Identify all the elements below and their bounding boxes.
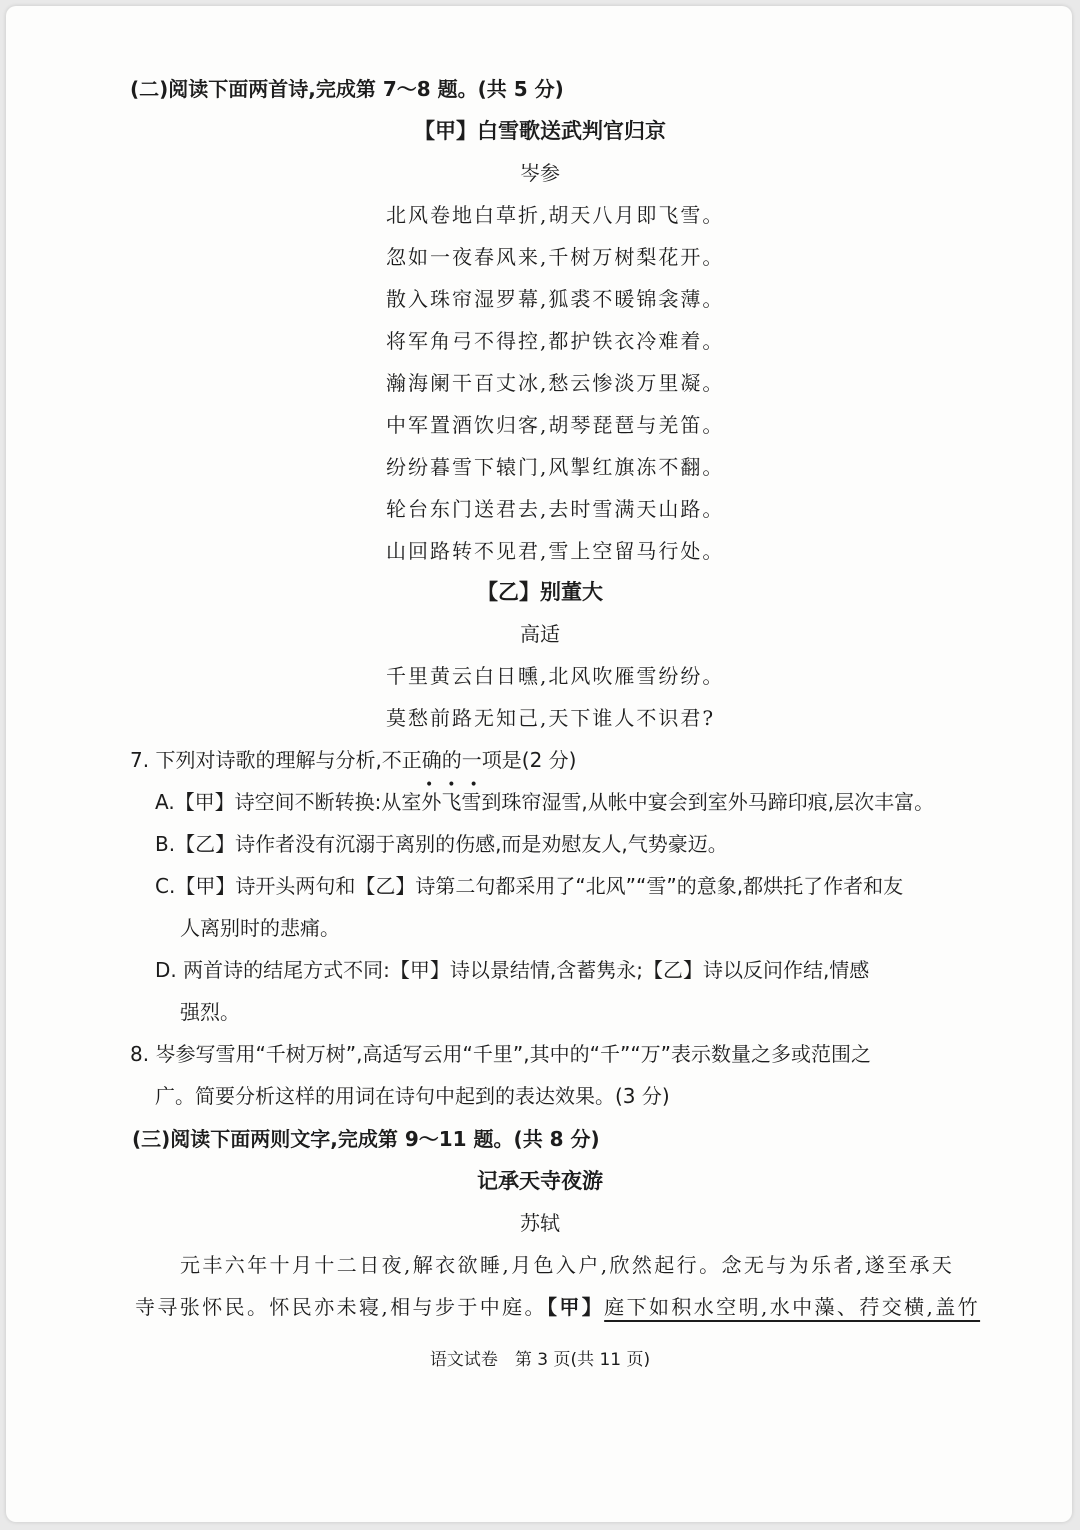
- question-8-text: 8. 岑参写雪用“千树万树”,高适写云用“千里”,其中的“千”“万”表示数量之多或范围之: [130, 1042, 872, 1066]
- poem-a-line: 北风卷地白草折,胡天八月即飞雪。: [386, 203, 725, 227]
- emphasis-dots: •••: [425, 777, 492, 793]
- page-footer: 语文试卷 第 3 页(共 11 页): [429, 1350, 651, 1370]
- poem-a-line: 纷纷暮雪下辕门,风掣红旗冻不翻。: [386, 455, 725, 479]
- question-7-option-d-cont: 强烈。: [180, 1000, 240, 1024]
- question-7-option-b: B.【乙】诗作者没有沉溺于离别的伤感,而是劝慰友人,气势豪迈。: [155, 832, 728, 856]
- poem-b-line: 千里黄云白日曛,北风吹雁雪纷纷。: [386, 664, 725, 688]
- question-7-option-a: A.【甲】诗空间不断转换:从室外飞雪到珠帘湿雪,从帐中宴会到室外马蹄印痕,层次丰富。: [155, 790, 935, 814]
- question-7-stem: 7. 下列对诗歌的理解与分析,不正确的一项是(2 分): [130, 748, 577, 772]
- poem-b-title: 【乙】别董大: [477, 580, 603, 604]
- prose-paragraph-line: [135, 1292, 980, 1322]
- question-7-option-c-cont: 人离别时的悲痛。: [180, 916, 340, 940]
- question-8-text-cont: 广。简要分析这样的用词在诗句中起到的表达效果。(3 分): [155, 1084, 670, 1108]
- question-7-option-c: C.【甲】诗开头两句和【乙】诗第二句都采用了“北风”“雪”的意象,都烘托了作者和友: [155, 874, 904, 898]
- poem-a-line: 散入珠帘湿罗幕,狐裘不暖锦衾薄。: [386, 287, 725, 311]
- poem-a-author: 岑参: [520, 161, 560, 185]
- passage-marker-jia: 【甲】: [546, 1295, 605, 1319]
- poem-a-line: 瀚海阑干百丈冰,愁云惨淡万里凝。: [386, 371, 725, 395]
- prose-text: 寺寻张怀民。怀民亦未寝,相与步于中庭。: [135, 1295, 547, 1319]
- section2-heading: (二)阅读下面两首诗,完成第 7～8 题。(共 5 分): [130, 77, 564, 101]
- poem-a-line: 忽如一夜春风来,千树万树梨花开。: [386, 245, 725, 269]
- prose-title: 记承天寺夜游: [477, 1169, 603, 1193]
- question-7-option-d: D. 两首诗的结尾方式不同:【甲】诗以景结情,含蓄隽永;【乙】诗以反问作结,情感: [155, 958, 870, 982]
- poem-a-line: 山回路转不见君,雪上空留马行处。: [386, 539, 725, 563]
- poem-a-line: 将军角弓不得控,都护铁衣冷难着。: [386, 329, 725, 353]
- section3-heading: (三)阅读下面两则文字,完成第 9～11 题。(共 8 分): [132, 1127, 600, 1151]
- underlined-passage: 庭下如积水空明,水中藻、荇交横,盖竹: [604, 1295, 981, 1319]
- poem-a-line: 轮台东门送君去,去时雪满天山路。: [386, 497, 725, 521]
- poem-b-author: 高适: [520, 622, 560, 646]
- prose-author: 苏轼: [520, 1211, 560, 1235]
- poem-b-line: 莫愁前路无知己,天下谁人不识君?: [386, 706, 716, 730]
- poem-a-line: 中军置酒饮归客,胡琴琵琶与羌笛。: [386, 413, 725, 437]
- poem-a-title: 【甲】白雪歌送武判官归京: [414, 119, 666, 143]
- prose-paragraph-line: 元丰六年十月十二日夜,解衣欲睡,月色入户,欣然起行。念无与为乐者,遂至承天: [180, 1253, 955, 1277]
